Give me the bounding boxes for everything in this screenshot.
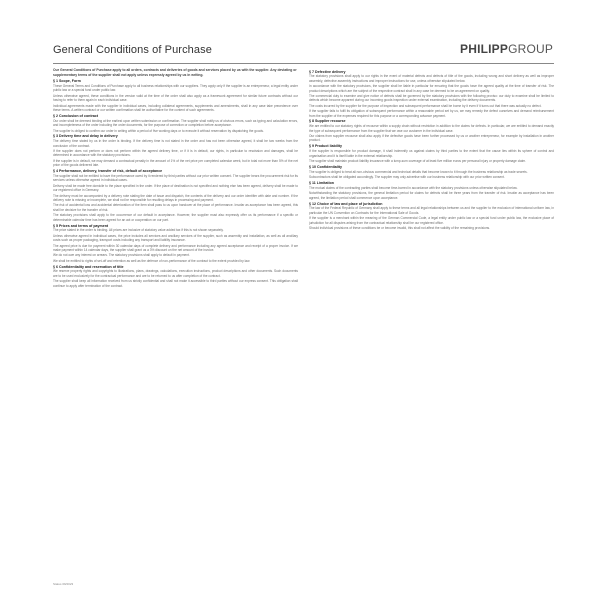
section-paragraph: The agreed price is due for payment within 30 calendar days of complete delivery and performance including any agreed acceptance and receipt of a proper invoice. If we make payment within 14 calendar days, the supplier shall grant us a 3% discount on the net amount of the invoice.	[53, 243, 298, 252]
section-heading: § 4 Performance, delivery, transfer of risk, default of acceptance	[53, 169, 163, 174]
section-paragraph: We are entitled to our statutory rights of recourse within a supply chain without restriction in addition to the claims for defects. In particular, we are entitled to demand exactly the type of subsequent performance from the supplier that we owe our customer in the individual case.	[309, 124, 554, 133]
section-heading: § 5 Prices and terms of payment	[53, 223, 109, 228]
section-paragraph: Our claims from supplier recourse shall also apply if the defective goods have been further processed by us or another entrepreneur, for example by installation in another product.	[309, 134, 554, 143]
section-paragraph: If the supplier does not perform or does not perform within the agreed delivery time, or if it is in default, our rights, in particular to rescission and damages, shall be determined in accordance with the statutory provisions.	[53, 149, 298, 158]
section-paragraph: The commercial duty to examine and give notice of defects shall be governed by the statutory provisions with the following proviso: our duty to examine shall be limited to defects which become apparent during our incoming goods inspection under external examination, including the delivery documents.	[309, 93, 554, 103]
left-column	[53, 68, 298, 581]
section-heading: § 12 Choice of law and place of jurisdiction	[309, 201, 383, 206]
section-paragraph: Our order shall be deemed binding at the earliest upon written submission or confirmation. The supplier shall notify us of obvious errors, such as typing and calculation errors, and incompleteness of the order including the order documents, for the purpose of correction or completion before acceptance.	[53, 118, 298, 128]
section-heading: § 7 Defective delivery	[309, 69, 346, 74]
section-paragraph: We shall be entitled to rights of set-off and retention as well as the defence of non-performance of the contract to the extent provided by law.	[53, 258, 251, 263]
section-heading: § 9 Product liability	[309, 144, 342, 149]
section-paragraph: The risk of accidental loss and accidental deterioration of the item shall pass to us upon handover at the place of performance. Insofar as acceptance has been agreed, this shall be decisive for the transfer of risk.	[53, 203, 298, 212]
logo-brand-second: GROUP	[508, 42, 554, 56]
section-paragraph: The supplier shall maintain product liability insurance with a lump-sum coverage of at least five million euros per personal injury or property damage claim.	[309, 158, 527, 163]
section-paragraph: If the supplier is a merchant within the meaning of the German Commercial Code, a legal entity under public law or a special fund under public law, the exclusive place of jurisdiction for all disputes arising from the contractual relationship shall be our registered office.	[309, 216, 554, 225]
section-paragraph: If the supplier fails to fulfil its obligation of subsequent performance within a reasonable period set by us, we may remedy the defect ourselves and demand reimbursement from the supplier of the expenses required for this purpose or a corresponding advance payment.	[309, 109, 554, 118]
section-paragraph: Individual agreements made with the supplier in individual cases, including collateral agreements, supplements and amendments, shall in any case take precedence over these terms. A written contract or our written confirmation shall be authoritative for the content of such agreements.	[53, 103, 298, 113]
section-heading: § 1 Scope, Form	[53, 79, 81, 84]
section-paragraph: Unless otherwise agreed, these conditions in the version valid at the time of the order shall also apply as a framework agreement for similar future contracts without our having to refer to them again in each individual case.	[53, 93, 298, 103]
logo-brand-first: PHILIPP	[460, 42, 509, 56]
section-paragraph: The delivery must be accompanied by a delivery note stating the date of issue and dispatch, the contents of the delivery and our order identifier with date and number. If the delivery note is missing or incomplete, we shall not be responsible for resulting delays in processing and payment.	[53, 193, 298, 202]
section-paragraph: We do not owe any interest on arrears. The statutory provisions shall apply to default in payment.	[53, 253, 190, 258]
section-paragraph: The mutual claims of the contracting parties shall become time-barred in accordance with the statutory provisions unless otherwise stipulated below.	[309, 185, 518, 190]
section-paragraph: We reserve property rights and copyrights to illustrations, plans, drawings, calculations, execution instructions, product descriptions and other documents. Such documents are to be used exclusively for the contractual performance and are to be returned to us after completion of the contract.	[53, 269, 298, 278]
right-column	[309, 68, 554, 581]
section-paragraph: If the supplier is in default, we may demand a contractual penalty in the amount of 1% of the net price per completed calendar week, but in total not more than 5% of the net price of the goods delivered late.	[53, 158, 298, 168]
document-title: General Conditions of Purchase	[53, 44, 212, 56]
section-paragraph: The statutory provisions shall apply to the occurrence of our default in acceptance. However, the supplier must also expressly offer us its performance if a specific or determinable calendar time has been agreed for an act or cooperation on our part.	[53, 213, 298, 222]
section-paragraph: The law of the Federal Republic of Germany shall apply to these terms and all legal relationships between us and the supplier to the exclusion of international uniform law, in particular the UN Convention on Contracts for the International Sale of Goods.	[309, 206, 554, 215]
section-heading: § 3 Delivery time and delay in delivery	[53, 134, 118, 139]
section-paragraph: Subcontractors shall be obligated accordingly. The supplier may only advertise with our business relationship with our prior written consent.	[309, 175, 505, 180]
section-heading: § 10 Confidentiality	[309, 164, 342, 169]
header-divider	[53, 63, 554, 64]
section-heading: § 11 Limitation	[309, 181, 334, 185]
section-paragraph: The delivery time stated by us in the order is binding. If the delivery time is not stated in the order and has not been otherwise agreed, it shall be two weeks from the conclusion of the contract.	[53, 139, 298, 148]
section-paragraph: If the supplier is responsible for product damage, it shall indemnify us against claims by third parties to the extent that the cause lies within its sphere of control and organisation and it is itself liable in the external relationship.	[309, 149, 554, 158]
document-footer: Status 09/2023	[53, 582, 74, 586]
section-paragraph: The statutory provisions shall apply to our rights in the event of material defects and defects of title of the goods, including wrong and short delivery as well as improper assembly, defective assembly instructions and improper instructions for use, unless otherwise stipulated below.	[309, 74, 554, 83]
section-paragraph: These General Terms and Conditions of Purchase apply to all business relationships with our suppliers. They apply only if the supplier is an entrepreneur, a legal entity under public law or a special fund under public law.	[53, 83, 298, 93]
section-paragraph: Delivery shall be made free domicile to the place specified in the order. If the place of destination is not specified and nothing else has been agreed, delivery shall be made to our registered office in Germany.	[53, 183, 298, 193]
company-logo	[460, 42, 553, 56]
right-sections	[309, 70, 554, 231]
section-paragraph: Should individual provisions of these conditions be or become invalid, this shall not affect the validity of the remaining provisions.	[309, 225, 491, 230]
section-paragraph: The supplier shall keep all information received from us strictly confidential and shall not make it accessible to third parties without our express consent. This obligation shall continue to apply after termination of the contract.	[53, 279, 298, 288]
left-sections	[53, 79, 298, 288]
section-paragraph: The supplier shall not be entitled to have the performance owed by it rendered by third parties without our prior written consent. The supplier bears the procurement risk for its services unless otherwise agreed in individual cases.	[53, 173, 298, 183]
section-paragraph: In accordance with the statutory provisions, the supplier shall be liable in particular for ensuring that the goods have the agreed quality at the time of transfer of risk. The product descriptions which are the subject of the respective contract shall in any case be deemed to be an agreement on quality.	[309, 84, 554, 93]
section-paragraph: The supplier is obliged to treat all non-obvious commercial and technical details that become known to it through the business relationship as trade secrets.	[309, 169, 528, 174]
intro-paragraph: Our General Conditions of Purchase apply to all orders, contracts and deliveries of goods and services placed by us with the supplier. Any deviating or supplementary terms of the supplier shall not apply unless expressly agreed by us in writing.	[53, 68, 297, 77]
section-paragraph: The costs incurred by the supplier for the purpose of inspection and subsequent performance shall be borne by it even if it turns out that there was actually no defect.	[309, 103, 542, 108]
section-paragraph: The price stated in the order is binding. All prices are inclusive of statutory value added tax if this is not shown separately.	[53, 228, 224, 233]
section-heading: § 8 Supplier recourse	[309, 119, 346, 124]
section-paragraph: Notwithstanding the statutory provisions, the general limitation period for claims for defects shall be three years from the transfer of risk. Insofar as acceptance has been agreed, the limitation period shall commence upon acceptance.	[309, 191, 554, 200]
section-paragraph: Unless otherwise agreed in individual cases, the price includes all services and ancillary services of the supplier, such as assembly and installation, as well as all ancillary costs such as proper packaging, transport costs including any transport and liability insurance.	[53, 233, 298, 243]
section-paragraph: The supplier is obliged to confirm our order in writing within a period of five working days or to execute it without reservation by dispatching the goods.	[53, 128, 264, 133]
section-heading: § 6 Confidentiality and reservation of title	[53, 264, 124, 269]
section-heading: § 2 Conclusion of contract	[53, 113, 99, 118]
